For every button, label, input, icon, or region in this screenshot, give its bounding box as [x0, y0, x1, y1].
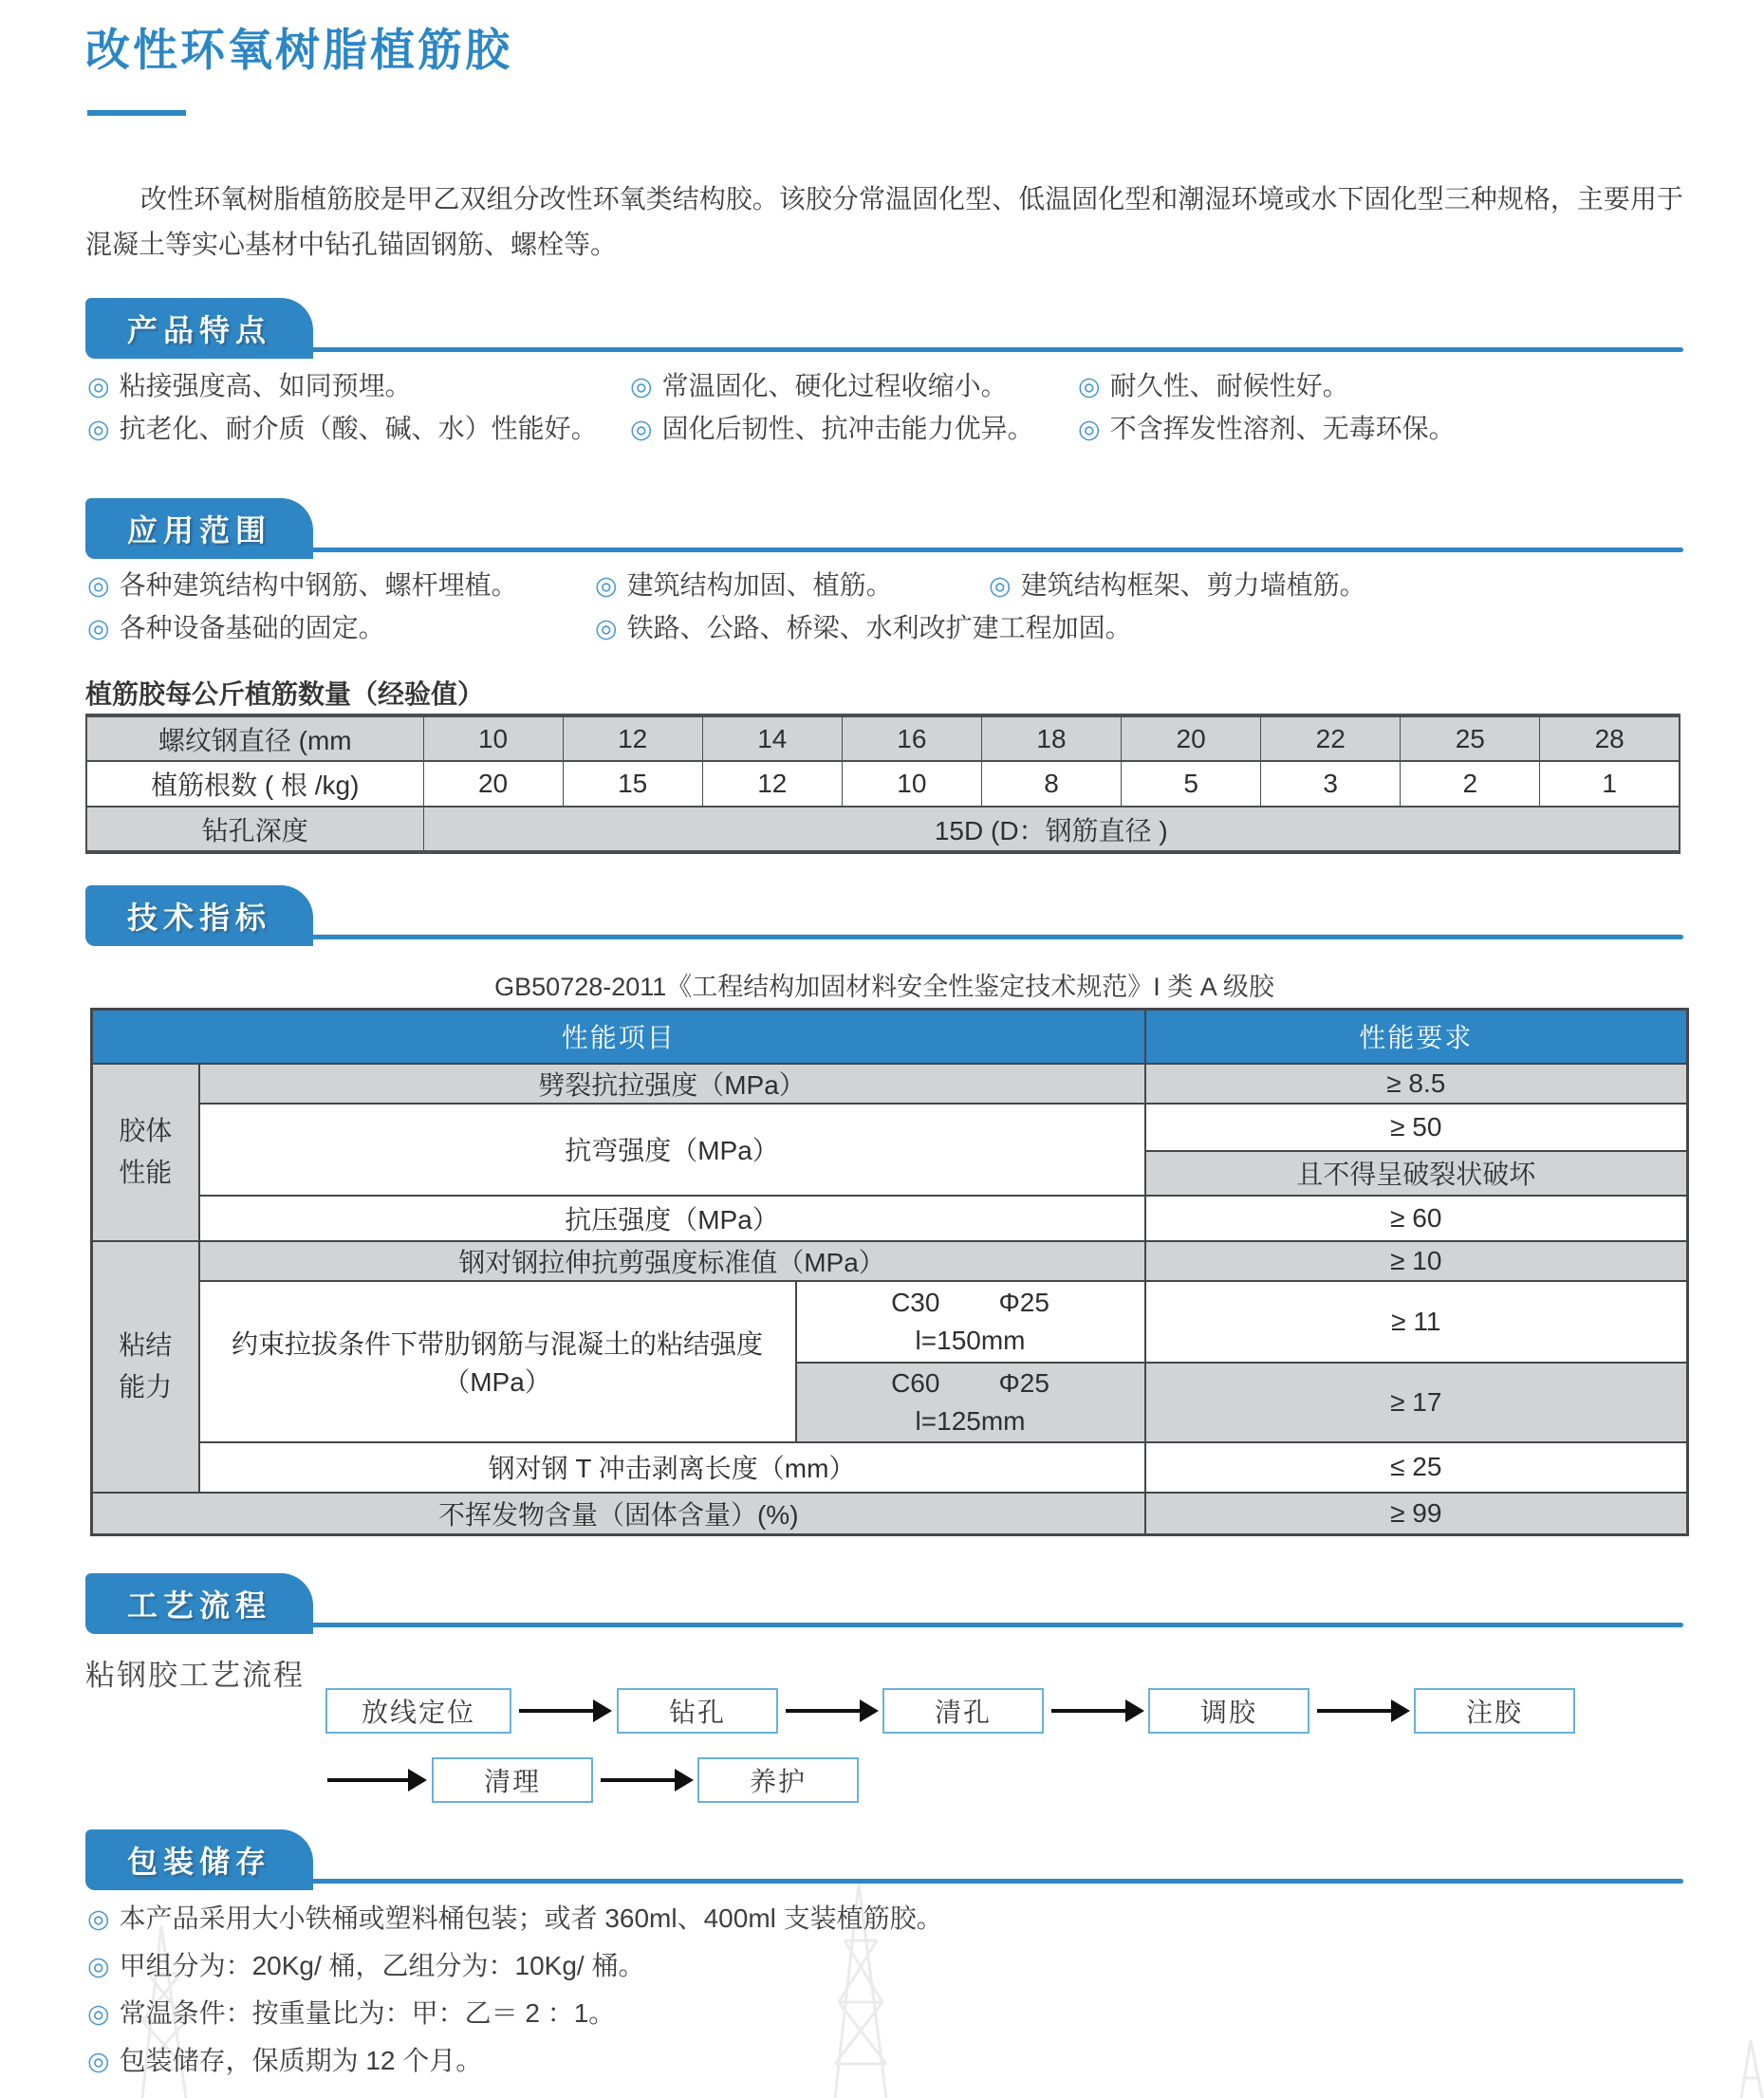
table-cell: 8 [981, 761, 1121, 807]
bullseye-bullet-icon: ◎ [1078, 372, 1101, 400]
concrete-grade: C30 [891, 1287, 940, 1317]
list-item-text: 抗老化、耐介质（酸、碱、水）性能好。 [119, 414, 598, 443]
table-row [92, 1104, 1688, 1151]
list-item-text: 固化后韧性、抗冲击能力优异。 [661, 414, 1034, 443]
intro-paragraph: 改性环氧树脂植筋胶是甲乙双组分改性环氧类结构胶。该胶分常温固化型、低温固化型和潮湿环境或水下固化型三种规格，主要用于混凝土等实心基材中钻孔锚固钢筋、螺栓等。 [85, 184, 1683, 259]
list-item-text: 粘接强度高、如同预埋。 [119, 371, 412, 400]
table-cell: 1 [1540, 761, 1680, 807]
table-header-row [92, 1010, 1688, 1064]
list-item [87, 1895, 943, 1942]
bullseye-bullet-icon: ◎ [87, 415, 110, 443]
requirement-cell: ≥ 60 [1145, 1196, 1688, 1241]
table-cell: 28 [1540, 715, 1680, 761]
list-item [87, 1990, 943, 2037]
flow-step-box: 清理 [432, 1757, 593, 1803]
standard-note: GB50728-2011《工程结构加固材料安全性鉴定技术规范》I 类 A 级胶 [494, 973, 1274, 1001]
features-list [87, 370, 1456, 445]
requirement-cell: ≥ 8.5 [1145, 1064, 1688, 1104]
list-item-text: 甲组分为：20Kg/ 桶，乙组分为：10Kg/ 桶。 [119, 1951, 645, 1980]
table-row [92, 1493, 1688, 1535]
table-cell: 12 [563, 715, 702, 761]
bullseye-bullet-icon: ◎ [87, 2047, 110, 2075]
rebar-count-table [85, 714, 1680, 854]
property-cell: 劈裂抗拉强度（MPa） [199, 1064, 1145, 1104]
bullseye-bullet-icon: ◎ [87, 1952, 110, 1980]
table-cell: 2 [1401, 761, 1540, 807]
flow-step-box: 养护 [697, 1757, 859, 1803]
list-item-text: 本产品采用大小铁桶或塑料桶包装；或者 360ml、400ml 支装植筋胶。 [119, 1903, 943, 1933]
property-cell [199, 1281, 796, 1442]
rebar-phi: Φ25 [998, 1287, 1049, 1317]
section-tab-process [85, 1573, 313, 1634]
table-cell: 25 [1401, 715, 1540, 761]
list-item-text: 建筑结构框架、剪力墙植筋。 [1020, 570, 1366, 600]
group-label: 胶体性能 [119, 1116, 173, 1187]
flow-step-box: 放线定位 [325, 1688, 511, 1734]
arrow-right-icon [519, 1709, 593, 1713]
section-tab-features [85, 298, 313, 359]
arrow-right-icon [1051, 1709, 1125, 1713]
bullseye-bullet-icon: ◎ [87, 571, 110, 600]
rebar-phi: Φ25 [998, 1367, 1049, 1398]
table-row [86, 761, 1680, 807]
column-header: 性能项目 [92, 1010, 1145, 1064]
requirement-cell: ≥ 10 [1145, 1241, 1688, 1281]
section-tab-label: 包装储存 [126, 1845, 271, 1879]
table-row [92, 1442, 1688, 1493]
requirement-cell: ≥ 50 [1145, 1104, 1688, 1151]
list-item [87, 569, 595, 602]
list-item [1078, 413, 1456, 445]
requirement-cell: ≥ 11 [1145, 1281, 1688, 1363]
requirement-cell: 且不得呈破裂状破坏 [1145, 1151, 1688, 1196]
table-row [86, 807, 1680, 852]
row-header-cell: 螺纹钢直径 (mm [86, 715, 423, 761]
section-tab-label: 工艺流程 [126, 1588, 271, 1623]
arrow-right-icon [1317, 1709, 1391, 1713]
section-header-features [85, 298, 1683, 359]
requirement-cell: ≤ 25 [1145, 1442, 1688, 1493]
table-cell: 10 [842, 761, 981, 807]
table-cell: 14 [702, 715, 842, 761]
concrete-grade: C60 [891, 1367, 940, 1398]
flow-step-box: 调胶 [1148, 1688, 1309, 1734]
requirement-cell: ≥ 17 [1145, 1363, 1688, 1442]
property-cell: 抗压强度（MPa） [199, 1196, 1145, 1241]
list-item [630, 413, 1078, 445]
property-cell: 钢对钢 T 冲击剥离长度（mm） [199, 1442, 1145, 1493]
arrow-right-icon [601, 1778, 675, 1782]
section-rule [85, 935, 1683, 939]
section-rule [85, 548, 1683, 552]
page-title: 改性环氧树脂植筋胶 [85, 25, 512, 75]
list-item-text: 不含挥发性溶剂、无毒环保。 [1109, 414, 1456, 443]
section-header-process [85, 1573, 1683, 1634]
table-row [92, 1281, 1688, 1363]
table-cell: 18 [981, 715, 1121, 761]
rebar-table-title: 植筋胶每公斤植筋数量（经验值） [85, 679, 485, 709]
property-cell: 不挥发物含量（固体含量）(%) [92, 1493, 1145, 1535]
table-cell: 15D (D：钢筋直径 ) [423, 807, 1680, 852]
list-item [87, 612, 595, 644]
arrow-right-icon [327, 1778, 408, 1782]
list-item-text: 包装储存，保质期为 12 个月。 [119, 2046, 483, 2075]
tech-spec-table [90, 1008, 1689, 1536]
embed-length: l=150mm [915, 1325, 1026, 1355]
list-item [989, 569, 1366, 602]
property-line2: （MPa） [443, 1366, 551, 1397]
flow-subtitle: 粘钢胶工艺流程 [85, 1659, 305, 1692]
list-item-text: 各种设备基础的固定。 [119, 613, 385, 642]
table-cell: 3 [1261, 761, 1401, 807]
section-tab-label: 产品特点 [126, 313, 271, 347]
table-cell: 15 [563, 761, 702, 807]
section-tab-packaging [85, 1829, 313, 1890]
list-item-text: 常温条件：按重量比为：甲：乙＝ 2 ：1。 [119, 1998, 616, 2028]
list-item [87, 370, 630, 402]
bullseye-bullet-icon: ◎ [595, 571, 618, 600]
bullseye-bullet-icon: ◎ [630, 415, 653, 443]
property-cell: 抗弯强度（MPa） [199, 1104, 1145, 1196]
bullseye-bullet-icon: ◎ [87, 1999, 110, 2028]
row-header-cell: 钻孔深度 [86, 807, 423, 852]
flow-step-box: 注胶 [1414, 1688, 1575, 1734]
bullseye-bullet-icon: ◎ [87, 1904, 110, 1933]
list-item-text: 常温固化、硬化过程收缩小。 [661, 371, 1008, 400]
table-cell: 5 [1122, 761, 1261, 807]
group-label: 粘结能力 [119, 1330, 173, 1402]
table-row [92, 1196, 1688, 1241]
condition-cell [796, 1281, 1145, 1363]
bullseye-bullet-icon: ◎ [630, 372, 653, 400]
section-header-applications [85, 498, 1683, 559]
list-item-text: 各种建筑结构中钢筋、螺杆埋植。 [119, 570, 518, 600]
bullseye-bullet-icon: ◎ [989, 571, 1012, 600]
table-cell: 22 [1261, 715, 1401, 761]
flow-step-box: 清孔 [882, 1688, 1044, 1734]
column-header: 性能要求 [1145, 1010, 1688, 1064]
list-item [595, 612, 1132, 644]
list-item [1078, 370, 1456, 402]
table-cell: 12 [702, 761, 842, 807]
list-item [595, 569, 989, 602]
table-row [92, 1064, 1688, 1104]
section-tab-applications [85, 498, 313, 559]
group-cell [92, 1064, 199, 1241]
section-rule [85, 1879, 1683, 1884]
bullseye-bullet-icon: ◎ [87, 372, 110, 400]
list-item [87, 1942, 943, 1990]
table-cell: 20 [1122, 715, 1261, 761]
bullseye-bullet-icon: ◎ [87, 614, 110, 642]
applications-list [87, 569, 1366, 644]
list-item [630, 370, 1078, 402]
section-rule [85, 347, 1683, 352]
table-cell: 16 [842, 715, 981, 761]
condition-cell [796, 1363, 1145, 1442]
property-line1: 约束拉拔条件下带肋钢筋与混凝土的粘结强度 [231, 1328, 763, 1359]
list-item [87, 2037, 943, 2085]
property-cell: 钢对钢拉伸抗剪强度标准值（MPa） [199, 1241, 1145, 1281]
table-cell: 10 [423, 715, 563, 761]
table-row [92, 1241, 1688, 1281]
list-item [87, 413, 630, 445]
table-cell: 20 [423, 761, 563, 807]
list-item-text: 铁路、公路、桥梁、水利改扩建工程加固。 [626, 613, 1132, 642]
arrow-right-icon [786, 1709, 860, 1713]
embed-length: l=125mm [915, 1405, 1026, 1436]
section-rule [85, 1623, 1683, 1627]
section-header-packaging [85, 1829, 1683, 1890]
list-item-text: 耐久性、耐候性好。 [1109, 371, 1349, 400]
bullseye-bullet-icon: ◎ [1078, 415, 1101, 443]
list-item-text: 建筑结构加固、植筋。 [626, 570, 893, 600]
flow-step-box: 钻孔 [617, 1688, 778, 1734]
group-cell [92, 1241, 199, 1493]
section-tab-label: 技术指标 [126, 900, 271, 935]
requirement-cell: ≥ 99 [1145, 1493, 1688, 1535]
row-header-cell: 植筋根数 ( 根 /kg) [86, 761, 423, 807]
section-tab-label: 应用范围 [126, 513, 271, 548]
section-tab-tech [85, 885, 313, 946]
title-underline [87, 110, 186, 116]
table-row [86, 715, 1680, 761]
section-header-tech [85, 885, 1683, 946]
packaging-list [87, 1895, 943, 2085]
bullseye-bullet-icon: ◎ [595, 614, 618, 642]
